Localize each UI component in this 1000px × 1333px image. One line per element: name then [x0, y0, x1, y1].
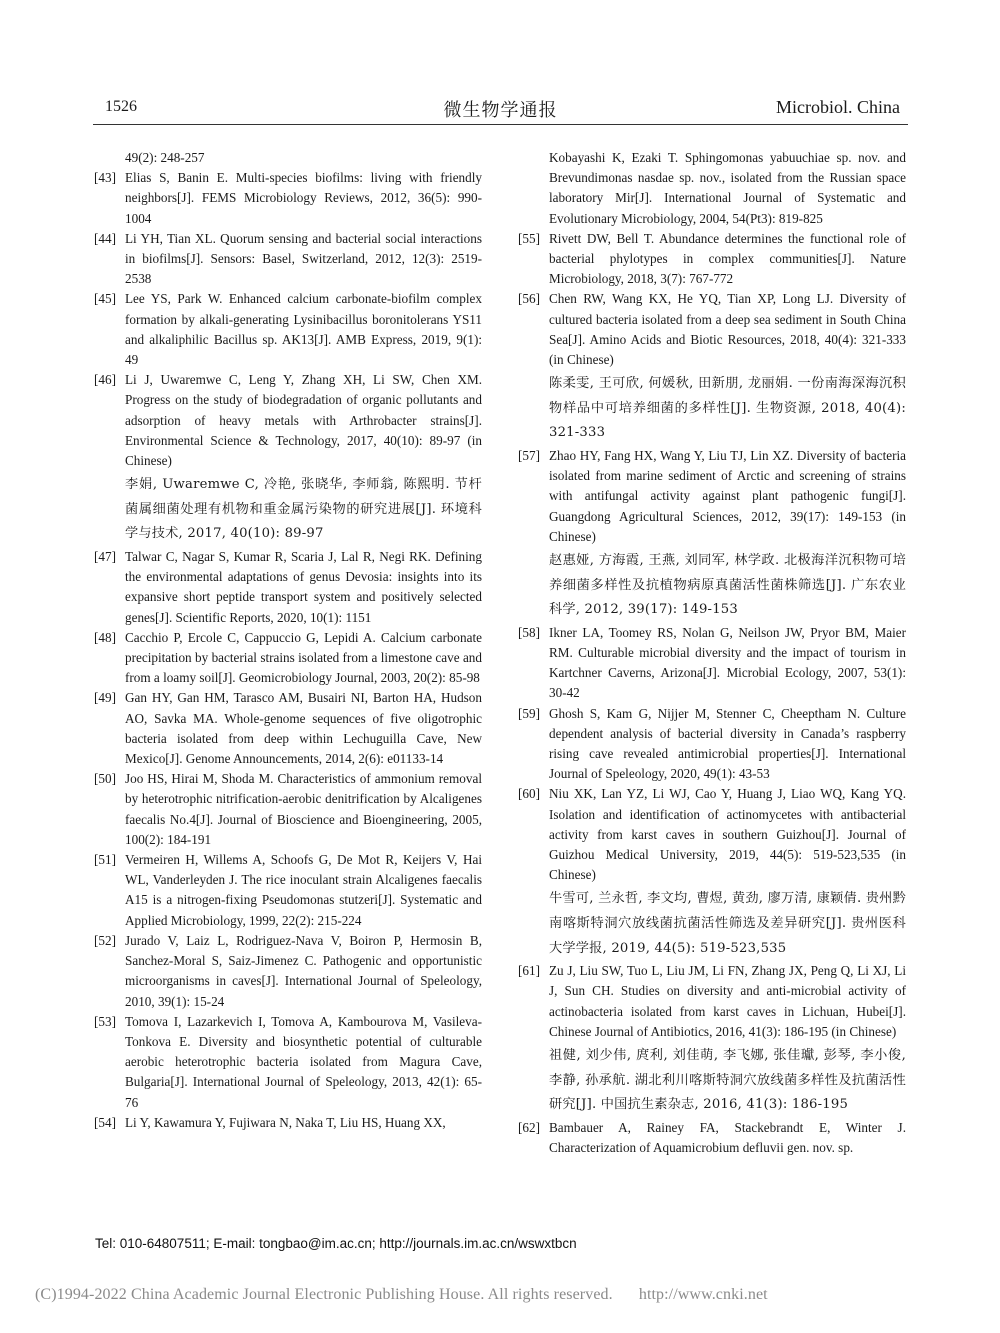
reference-item: [518, 623, 906, 704]
reference-number: [62]: [518, 1119, 540, 1135]
reference-text: Bambauer A, Rainey FA, Stackebrandt E, Winter J. Characterization of Aquamicrobium defluvii gen. nov. sp.: [549, 1119, 906, 1156]
right-reference-column: [518, 148, 906, 1158]
reference-text: Joo HS, Hirai M, Shoda M. Characteristics of ammonium removal by heterotrophic nitrification-aerobic denitrification by Alcaligenes faecalis No.4[J]. Journal of Bioscience and Bioengineering, 2005, 100(2): 184-191: [125, 771, 482, 847]
reference-number: [58]: [518, 624, 540, 640]
reference-text-chinese: 牛雪可, 兰永哲, 李文均, 曹煜, 黄劲, 廖万清, 康颖倩. 贵州黔南喀斯特洞穴放线菌抗菌活性筛选及差异研究[J]. 贵州医科大学学报, 2019, 44(5): 519-523,535: [549, 891, 906, 956]
page-header: [93, 96, 908, 122]
header-rule: [93, 124, 908, 125]
reference-item: [518, 148, 906, 229]
reference-text: Lee YS, Park W. Enhanced calcium carbonate-biofilm complex formation by alkali-generating Lysinibacillus boronitolerans YS11 and alkaliphilic Bacillus sp. AK13[J]. AMB Express, 2019, 9(1): 49: [125, 291, 482, 368]
reference-item: [518, 961, 906, 1118]
copyright-text: (C)1994-2022 China Academic Journal Electronic Publishing House. All rights reserved.: [35, 1286, 613, 1303]
reference-number: [59]: [518, 705, 540, 721]
reference-text: Cacchio P, Ercole C, Cappuccio G, Lepidi A. Calcium carbonate precipitation by bacterial strains isolated from a limestone cave and from a loamy soil[J]. Geomicrobiology Journal, 2003, 20(2): 85-98: [125, 629, 482, 686]
reference-number: [43]: [94, 170, 116, 186]
reference-text-chinese: 陈柔雯, 王可欣, 何媛秋, 田新朋, 龙丽娟. 一份南海深海沉积物样品中可培养细菌的多样性[J]. 生物资源, 2018, 40(4): 321-333: [549, 376, 906, 441]
reference-text-chinese: 赵惠娅, 方海霞, 王燕, 刘同军, 林学政. 北极海洋沉积物可培养细菌多样性及抗植物病原真菌活性菌株筛选[J]. 广东农业科学, 2012, 39(17): 149-153: [549, 553, 906, 618]
reference-text: Ghosh S, Kam G, Nijjer M, Stenner C, Cheeptham N. Culture dependent analysis of bacterial diversity in Canada’s raspberry rising cave revealed antimicrobial properties[J]. International Journal of Speleology, 2020, 49(1): 43-53: [549, 705, 906, 782]
reference-text: Zhao HY, Fang HX, Wang Y, Liu TJ, Lin XZ. Diversity of bacteria isolated from marine sediment of Arctic and screening of strains with antifungal activity against plant pathogenic fungi[J]. Guangdong Agricultural Sciences, 2012, 39(17): 149-153 (in Chinese): [549, 448, 906, 544]
journal-title-chinese: 微生物学通报: [443, 100, 558, 121]
reference-text: Kobayashi K, Ezaki T. Sphingomonas yabuuchiae sp. nov. and Brevundimonas nasdae sp. nov., isolated from the Russian space laboratory Mir[J]. International Journal of Systematic and Evolutionary Microbiology, 2004, 54(Pt3): 819-825: [549, 150, 906, 226]
reference-text: Jurado V, Laiz L, Rodriguez-Nava V, Boiron P, Hermosin B, Sanchez-Moral S, Saiz-Jimenez C. Pathogenic and opportunistic microorganisms in caves[J]. International Journal of Speleology, 2010, 39(1): 15-24: [125, 932, 482, 1009]
reference-number: [53]: [94, 1013, 116, 1029]
copyright-url[interactable]: http://www.cnki.net: [638, 1286, 768, 1303]
reference-text-chinese: 李娟, Uwaremwe C, 冷艳, 张晓华, 李师翁, 陈熙明. 节杆菌属细菌处理有机物和重金属污染物的研究进展[J]. 环境科学与技术, 2017, 40(10): 89-97: [125, 477, 482, 542]
reference-number: [57]: [518, 448, 540, 464]
reference-number: [46]: [94, 372, 116, 388]
reference-item: [518, 784, 906, 961]
reference-item: [94, 547, 482, 628]
journal-title-english: Microbiol. China: [776, 97, 900, 117]
reference-text: Talwar C, Nagar S, Kumar R, Scaria J, Lal R, Negi RK. Defining the environmental adaptations of genus Devosia: insights into its expansive short peptide transport system and positively selected genes[J]. Scientific Reports, 2020, 10(1): 1151: [125, 549, 482, 625]
page-number: 1526: [105, 98, 137, 115]
reference-text: Vermeiren H, Willems A, Schoofs G, De Mot R, Keijers V, Hai WL, Vanderleyden J. The rice inoculant strain Alcaligenes faecalis A15 is a nitrogen-fixing Pseudomonas stutzeri[J]. Systematic and Applied Microbiology, 1999, 22(2): 215-224: [125, 852, 482, 928]
reference-item: [518, 446, 906, 623]
reference-item: [94, 688, 482, 769]
reference-number: [55]: [518, 230, 540, 246]
reference-text: Elias S, Banin E. Multi-species biofilms: living with friendly neighbors[J]. FEMS Microbiology Reviews, 2012, 36(5): 990-1004: [125, 170, 482, 226]
reference-text: 49(2): 248-257: [125, 150, 205, 165]
reference-number: [61]: [518, 963, 540, 979]
reference-number: [47]: [94, 549, 116, 565]
reference-item: [94, 1012, 482, 1113]
reference-item: [94, 628, 482, 689]
reference-item: [94, 850, 482, 931]
reference-item: [94, 168, 482, 229]
reference-text: Li YH, Tian XL. Quorum sensing and bacterial social interactions in biofilms[J]. Sensors: Basel, Switzerland, 2012, 12(3): 2519-2538: [125, 230, 482, 287]
reference-item: [518, 1118, 906, 1158]
reference-text: Ikner LA, Toomey RS, Nolan G, Neilson JW, Pryor BM, Maier RM. Culturable microbial diversity and the impact of tourism in Kartchner Caverns, Arizona[J]. Microbial Ecology, 2007, 53(1): 30-42: [549, 624, 906, 701]
reference-item: [94, 931, 482, 1012]
reference-text: Li Y, Kawamura Y, Fujiwara N, Naka T, Liu HS, Huang XX,: [125, 1114, 446, 1130]
reference-number: [48]: [94, 629, 116, 645]
copyright-line: [35, 1286, 790, 1304]
reference-text: Niu XK, Lan YZ, Li WJ, Cao Y, Huang J, Liao WQ, Kang YQ. Isolation and identification of actinomycetes with antibacterial activity from karst caves in southern Guizhou[J]. Journal of Guizhou Medical University, 2019, 44(5): 519-523,535 (in Chinese): [549, 786, 906, 883]
footer-contact: Tel: 010-64807511; E-mail: tongbao@im.ac.cn; http://journals.im.ac.cn/wswxtbcn: [95, 1236, 577, 1251]
reference-text: Rivett DW, Bell T. Abundance determines the functional role of bacterial phylotypes in complex communities[J]. Nature Microbiology, 2018, 3(7): 767-772: [549, 230, 906, 287]
reference-item: [94, 769, 482, 850]
reference-number: [51]: [94, 852, 116, 868]
reference-item: [94, 229, 482, 290]
reference-text-chinese: 祖健, 刘少伟, 庹利, 刘佳萌, 李飞娜, 张佳瓛, 彭琴, 李小俊, 李静, 孙承航. 湖北利川喀斯特洞穴放线菌多样性及抗菌活性研究[J]. 中国抗生素杂志, 2016, 41(3): 186-195: [549, 1048, 906, 1113]
reference-item: [518, 704, 906, 785]
reference-number: [52]: [94, 932, 116, 948]
reference-number: [54]: [94, 1114, 116, 1130]
reference-item: [94, 148, 482, 168]
reference-item: [518, 289, 906, 446]
reference-number: [50]: [94, 771, 116, 787]
reference-item: [94, 1113, 482, 1133]
reference-text: Tomova I, Lazarkevich I, Tomova A, Kambourova M, Vasileva-Tonkova E. Diversity and biosynthetic potential of culturable aerobic heterotrophic bacteria isolated from Magura Cave, Bulgaria[J]. International Journal of Speleology, 2013, 42(1): 65-76: [125, 1013, 482, 1110]
reference-item: [518, 229, 906, 290]
left-reference-column: [94, 148, 482, 1133]
reference-number: [45]: [94, 291, 116, 307]
reference-item: [94, 370, 482, 547]
reference-number: [49]: [94, 690, 116, 706]
reference-number: [44]: [94, 230, 116, 246]
reference-text: Zu J, Liu SW, Tuo L, Liu JM, Li FN, Zhang JX, Peng Q, Li XJ, Li J, Sun CH. Studies on diversity and anti-microbial activity of actinobacteria isolated from karst caves in Lichuan, Hubei[J]. Chinese Journal of Antibiotics, 2016, 41(3): 186-195 (in Chinese): [549, 963, 906, 1039]
reference-text: Li J, Uwaremwe C, Leng Y, Zhang XH, Li SW, Chen XM. Progress on the study of biodegradation of organic pollutants and adsorption of heavy metals with Arthrobacter strains[J]. Environmental Science & Technology, 2017, 40(10): 89-97 (in Chinese): [125, 372, 482, 469]
reference-item: [94, 289, 482, 370]
reference-number: [56]: [518, 291, 540, 307]
reference-text: Gan HY, Gan HM, Tarasco AM, Busairi NI, Barton HA, Hudson AO, Savka MA. Whole-genome sequences of five oligotrophic bacteria isolated from deep within Lechuguilla Cave, New Mexico[J]. Genome Announcements, 2014, 2(6): e01133-14: [125, 690, 482, 767]
reference-text: Chen RW, Wang KX, He YQ, Tian XP, Long LJ. Diversity of cultured bacteria isolated from a deep sea sediment in South China Sea[J]. Amino Acids and Biotic Resources, 2018, 40(4): 321-333 (in Chinese): [549, 291, 906, 368]
reference-number: [60]: [518, 786, 540, 802]
